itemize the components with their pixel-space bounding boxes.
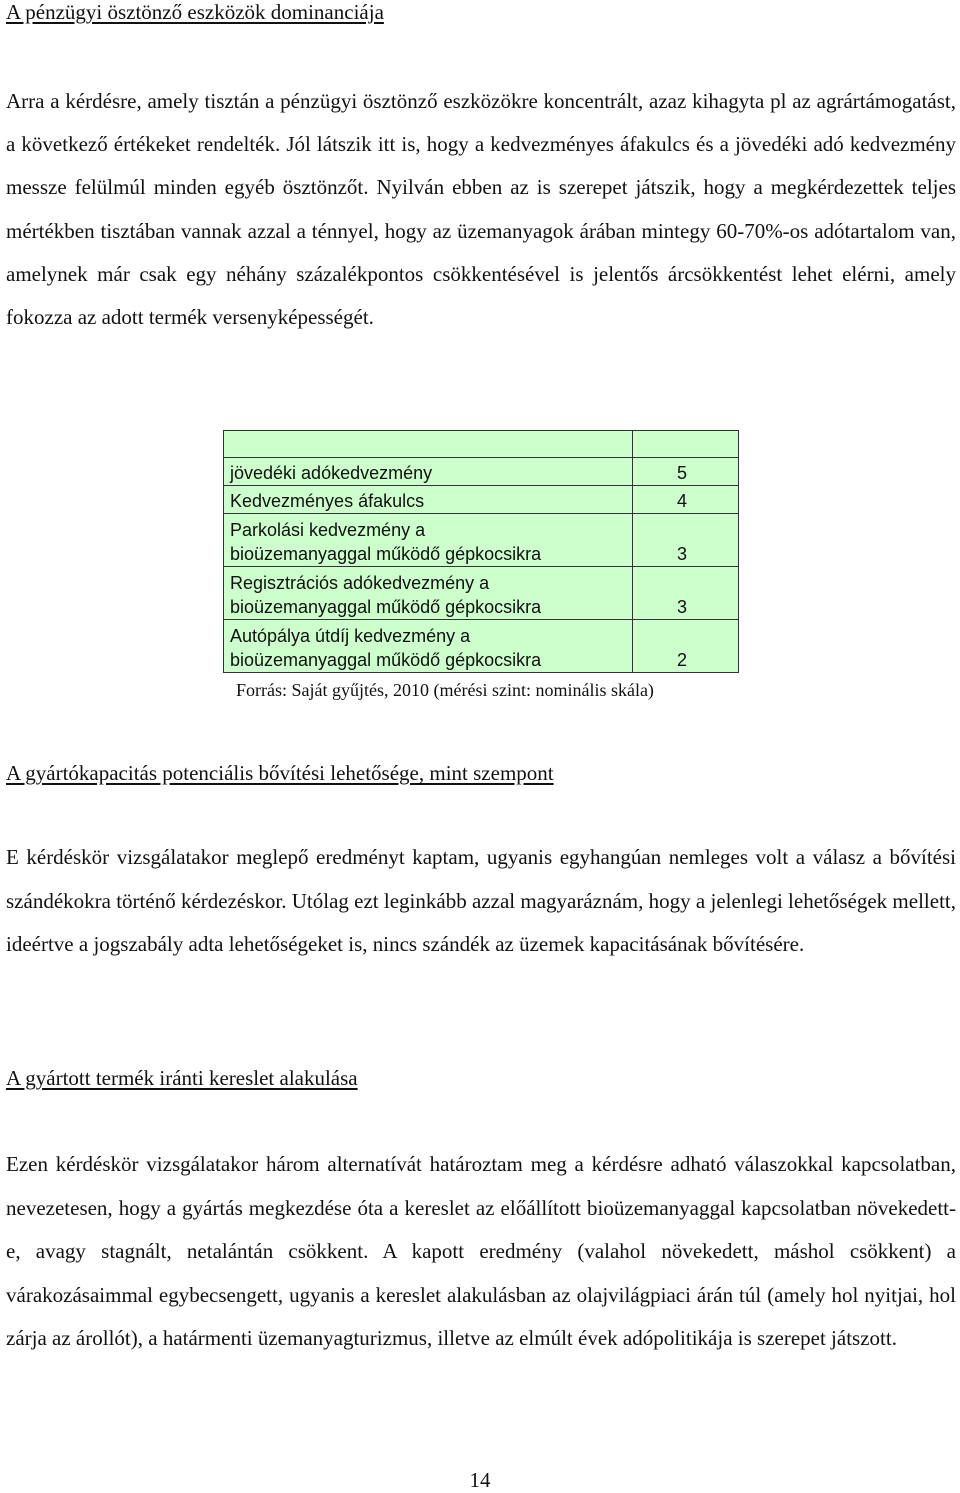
table-cell-label: Regisztrációs adókedvezmény a bioüzemanyaggal működő gépkocsikra (224, 567, 633, 620)
table-cell-value: 4 (633, 486, 739, 514)
table-cell-label: jövedéki adókedvezmény (224, 458, 633, 486)
table-cell-label: Parkolási kedvezmény a bioüzemanyaggal működő gépkocsikra (224, 514, 633, 567)
table-cell-label: Autópálya útdíj kedvezmény a bioüzemanyaggal működő gépkocsikra (224, 620, 633, 673)
table-cell-value: 3 (633, 567, 739, 620)
table-row (224, 486, 739, 514)
paragraph-capacity-expansion: E kérdéskör vizsgálatakor meglepő eredményt kaptam, ugyanis egyhangúan nemleges volt a válasz a bővítési szándékokra történő kérdezéskor. Utólag ezt leginkább azzal magyaráznám, hogy a jelenlegi lehetőségek mellett, ideértve a jogszabály adta lehetőségeket is, nincs szándék az üzemek kapacitásának bővítésére. (6, 845, 956, 956)
paragraph-product-demand: Ezen kérdéskör vizsgálatakor három alternatívát határoztam meg a kérdésre adható válaszokkal kapcsolatban, nevezetesen, hogy a gyártás megkezdése óta a kereslet az előállított bioüzemanyaggal kapcsolatban növekedett-e, avagy stagnált, netalántán csökkent. A kapott eredmény (valahol növekedett, máshol csökkent) a várakozásaimmal egybecsengett, ugyanis a kereslet alakulásban az olajvilágpiaci árán túl (amely hol nyitjai, hol zárja az árollót), a határmenti üzemanyagturizmus, illetve az elmúlt évek adópolitikája is szerepet játszott. (6, 1152, 956, 1350)
section-heading-financial-incentives: A pénzügyi ösztönző eszközök dominanciája (6, 0, 384, 24)
table-header-cell-label (224, 431, 633, 458)
page-number: 14 (469, 1468, 491, 1492)
table-caption: Forrás: Saját gyűjtés, 2010 (mérési szint: nominális skála) (236, 680, 654, 700)
table-row (224, 514, 739, 567)
table-header-cell-value (633, 431, 739, 458)
table-row (224, 567, 739, 620)
section-heading-product-demand: A gyártott termék iránti kereslet alakulása (6, 1066, 358, 1090)
table-cell-value: 2 (633, 620, 739, 673)
table-cell-label: Kedvezményes áfakulcs (224, 486, 633, 514)
table-cell-value: 3 (633, 514, 739, 567)
table-cell-value: 5 (633, 458, 739, 486)
table-row (224, 620, 739, 673)
table-header-row (224, 431, 739, 458)
incentive-ranking-table (223, 430, 739, 673)
paragraph-financial-incentives: Arra a kérdésre, amely tisztán a pénzügyi ösztönző eszközökre koncentrált, azaz kihagyta pl az agrártámogatást, a következő értékeket rendelték. Jól látszik itt is, hogy a kedvezményes áfakulcs és a jövedéki adó kedvezmény messze felülmúl minden egyéb ösztönzőt. Nyilván ebben az is szerepet játszik, hogy a megkérdezettek teljes mértékben tisztában vannak azzal a ténnyel, hogy az üzemanyagok árában mintegy 60-70%-os adótartalom van, amelynek már csak egy néhány százalékpontos csökkentésével is jelentős árcsökkentést lehet elérni, amely fokozza az adott termék versenyképességét. (6, 89, 956, 330)
section-heading-capacity-expansion: A gyártókapacitás potenciális bővítési lehetősége, mint szempont (6, 761, 554, 785)
table-row (224, 458, 739, 486)
